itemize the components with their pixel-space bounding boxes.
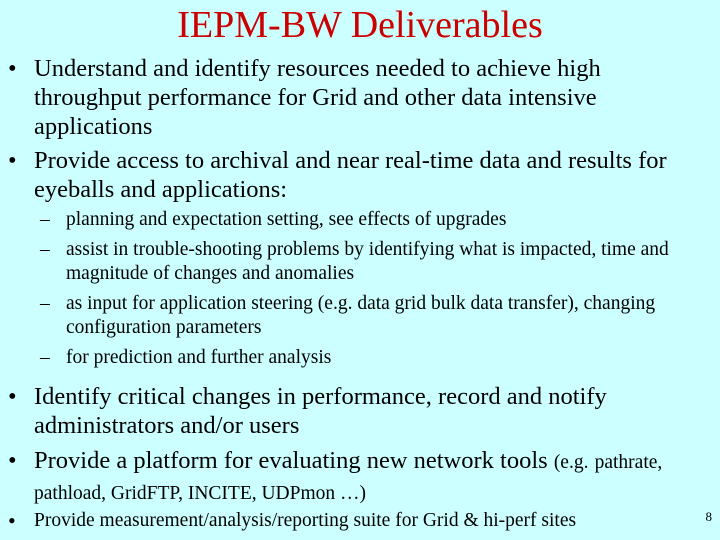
dash-icon: – xyxy=(40,209,50,230)
bullet-icon: • xyxy=(8,508,16,533)
bullet-text xyxy=(34,446,708,508)
dash-icon: – xyxy=(40,239,50,260)
dash-icon: – xyxy=(40,347,50,368)
sub-bullet-text: as input for application steering (e.g. data grid bulk data transfer), changing configuration parameters xyxy=(66,293,656,338)
sub-bullet-item xyxy=(40,346,710,370)
bullet-item xyxy=(8,146,708,204)
platform-main-text: Provide a platform for evaluating new network tools xyxy=(34,447,548,474)
platform-paren-start: (e.g. xyxy=(553,452,589,473)
dash-icon: – xyxy=(40,293,50,314)
bullet-item-last xyxy=(8,509,712,533)
bullet-item-platform xyxy=(8,446,708,508)
bullet-text: Understand and identify resources needed to achieve high throughput performance for Grid and other data intensive applications xyxy=(34,55,601,140)
bullet-icon: • xyxy=(8,147,17,174)
sub-bullet-item xyxy=(40,292,710,340)
slide-number: 8 xyxy=(705,509,712,524)
sub-bullet-item xyxy=(40,238,710,286)
bullet-text: Provide access to archival and near real-time data and results for eyeballs and applications: xyxy=(34,147,667,203)
slide-title: IEPM-BW Deliverables xyxy=(177,4,543,46)
bullet-text: Provide measurement/analysis/reporting suite for Grid & hi-perf sites xyxy=(34,510,577,531)
sub-bullet-text: assist in trouble-shooting problems by identifying what is impacted, time and magnitude of changes and anomalies xyxy=(66,239,669,284)
platform-paren-rest: pathrate, pathload, GridFTP, INCITE, UDPmon …) xyxy=(34,452,663,504)
bullet-text: Identify critical changes in performance, record and notify administrators and/or users xyxy=(34,383,607,439)
sub-bullet-text: for prediction and further analysis xyxy=(66,347,332,368)
bullet-item xyxy=(8,54,708,141)
bullet-icon: • xyxy=(8,55,17,82)
bullet-icon: • xyxy=(8,383,17,410)
sub-bullet-text: planning and expectation setting, see effects of upgrades xyxy=(66,209,507,230)
bullet-item xyxy=(8,382,708,440)
bullet-icon: • xyxy=(8,447,17,474)
sub-bullet-item xyxy=(40,208,710,232)
